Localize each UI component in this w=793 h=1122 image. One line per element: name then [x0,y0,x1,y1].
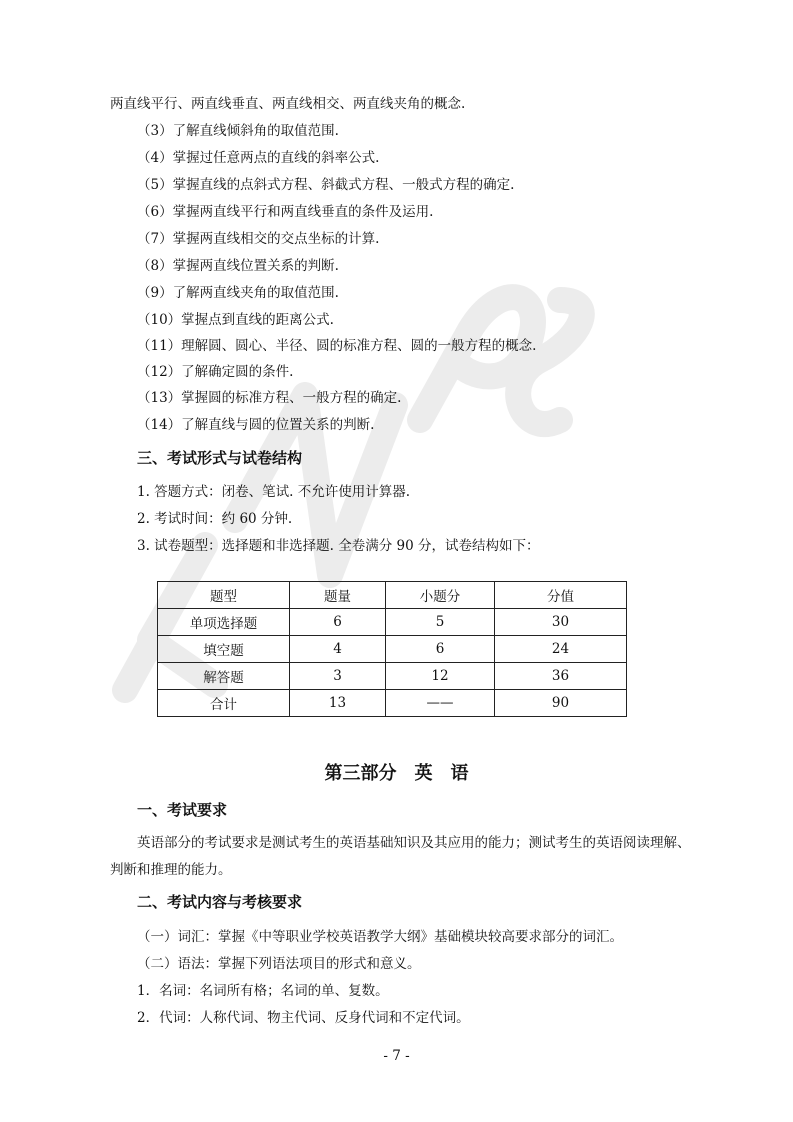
objective-item: （11）理解圆、圆心、半径、圆的标准方程、圆的一般方程的概念. [137,338,537,354]
objective-item: （10）掌握点到直线的距离公式. [137,312,334,328]
table-header-cell: 小题分 [386,582,495,609]
objective-item: （6）掌握两直线平行和两直线垂直的条件及运用. [137,204,434,220]
table-cell: 36 [495,663,627,690]
table-row [158,690,627,717]
objective-item: （14）了解直线与圆的位置关系的判断. [137,417,375,433]
table-cell: —— [386,690,495,717]
table-cell: 13 [290,690,386,717]
objective-item: （3）了解直线倾斜角的取值范围. [137,123,339,139]
table-cell: 6 [386,636,495,663]
objective-item: （13）掌握圆的标准方程、一般方程的确定. [137,390,402,406]
table-cell: 填空题 [158,636,290,663]
table-row [158,609,627,636]
objective-item: （7）掌握两直线相交的交点坐标的计算. [137,231,380,247]
page-number: - 7 - [383,1048,410,1064]
part-title-english: 第三部分 英 语 [324,763,469,784]
objective-item: （5）掌握直线的点斜式方程、斜截式方程、一般式方程的确定. [137,177,515,193]
table-header-row [158,582,627,609]
table-header-cell: 分值 [495,582,627,609]
exam-requirements-paragraph: 英语部分的考试要求是测试考生的英语基础知识及其应用的能力；测试考生的英语阅读理解、判断和推理的能力。 [110,835,691,878]
objective-item: （8）掌握两直线位置关系的判断. [137,258,339,274]
objective-item: （9）了解两直线夹角的取值范围. [137,285,339,301]
table-cell: 6 [290,609,386,636]
objective-item: （12）了解确定圆的条件. [137,364,294,380]
table-cell: 合计 [158,690,290,717]
exam-format-item: 3. 试卷题型：选择题和非选择题. 全卷满分 90 分，试卷结构如下： [137,538,540,554]
table-cell: 4 [290,636,386,663]
exam-content-item: 1．名词：名词所有格；名词的单、复数。 [137,983,389,999]
table-cell: 90 [495,690,627,717]
exam-content-item: （二）语法：掌握下列语法项目的形式和意义。 [137,956,421,972]
exam-content-item: （一）词汇：掌握《中等职业学校英语教学大纲》基础模块较高要求部分的词汇。 [137,929,623,945]
table-row [158,663,627,690]
section-heading-exam-content: 二、考试内容与考核要求 [137,893,303,911]
exam-format-item: 2. 考试时间：约 60 分钟. [137,511,293,527]
section-heading-exam-requirements: 一、考试要求 [137,801,228,819]
table-cell: 24 [495,636,627,663]
table-header-cell: 题量 [290,582,386,609]
table-cell: 12 [386,663,495,690]
objective-item: （4）掌握过任意两点的直线的斜率公式. [137,150,380,166]
exam-structure-table [157,581,627,717]
table-header-cell: 题型 [158,582,290,609]
table-cell: 解答题 [158,663,290,690]
table-cell: 30 [495,609,627,636]
exam-content-item: 2．代词：人称代词、物主代词、反身代词和不定代词。 [137,1010,470,1026]
section-heading-exam-format: 三、考试形式与试卷结构 [137,449,303,467]
table-cell: 3 [290,663,386,690]
table-row [158,636,627,663]
table-cell: 5 [386,609,495,636]
exam-format-item: 1. 答题方式：闭卷、笔试. 不允许使用计算器. [137,484,411,500]
table-cell: 单项选择题 [158,609,290,636]
intro-line: 两直线平行、两直线垂直、两直线相交、两直线夹角的概念. [110,96,466,112]
